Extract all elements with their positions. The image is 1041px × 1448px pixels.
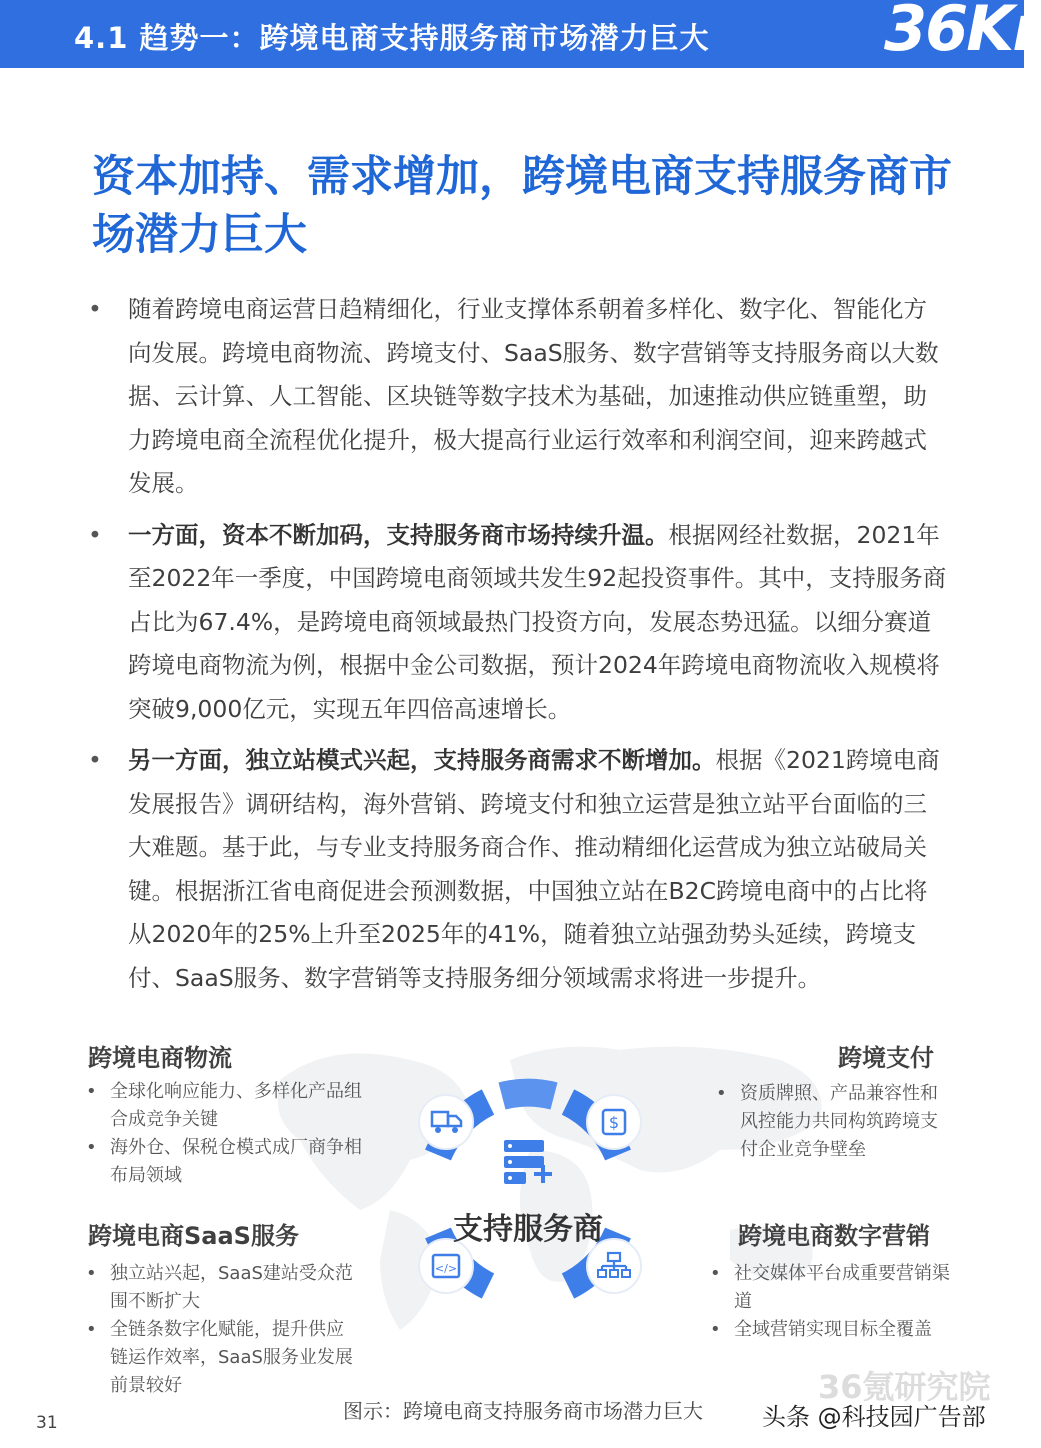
page-title-line-2: 场潜力巨大 <box>92 210 307 260</box>
watermark: 36氪研究院 <box>818 1368 991 1406</box>
marketing-list <box>710 1260 950 1344</box>
svg-text:$: $ <box>608 1113 620 1132</box>
source-signature: 头条 @科技园广告部 <box>762 1403 986 1431</box>
bullet-bold: 另一方面，独立站模式兴起，支持服务商需求不断增加。 <box>128 746 716 774</box>
bullet-marker: • <box>88 520 102 549</box>
saas-title: 跨境电商SaaS服务 <box>88 1222 299 1250</box>
svg-text:</>: </> <box>434 1262 458 1275</box>
bullet-list <box>88 288 948 1008</box>
service-ring <box>404 1070 652 1318</box>
brand-logo: 36Kr <box>884 0 1041 65</box>
marketing-title: 跨境电商数字营销 <box>738 1222 930 1250</box>
page-number: 31 <box>36 1413 58 1433</box>
payment-title: 跨境支付 <box>838 1044 934 1072</box>
page-title-line-1: 资本加持、需求增加，跨境电商支持服务商市 <box>92 152 952 202</box>
bullet-item <box>88 288 948 506</box>
bullet-text: 根据网经社数据，2021年至2022年一季度，中国跨境电商领域共发生92起投资事件。其中，支持服务商占比为67.4%，是跨境电商领域最热门投资方向，发展态势迅猛。以细分赛道跨境电商物流为例，根据中金公司数据，预计2024年跨境电商物流收入规模将突破9,000亿元，实现五年四倍高速增长。 <box>128 520 947 723</box>
center-label: 支持服务商 <box>453 1212 603 1247</box>
bullet-text: 随着跨境电商运营日趋精细化，行业支撑体系朝着多样化、数字化、智能化方向发展。跨境电商物流、跨境支付、SaaS服务、数字营销等支持服务商以大数据、云计算、人工智能、区块链等数字技术为基础，加速推动供应链重塑，助力跨境电商全流程优化提升，极大提高行业运行效率和利润空间，迎来跨越式发展。 <box>128 295 939 497</box>
list-item: • 社交媒体平台成重要营销渠道 <box>710 1263 950 1312</box>
bullet-item <box>88 739 948 1000</box>
bullet-marker: • <box>88 295 102 323</box>
saas-list <box>86 1260 356 1400</box>
logistics-list <box>86 1078 366 1190</box>
server-plus-icon <box>504 1140 552 1184</box>
list-item: • 独立站兴起，SaaS建站受众范围不断扩大 <box>86 1263 353 1312</box>
list-item: • 资质牌照、产品兼容性和风控能力共同构筑跨境支付企业竞争壁垒 <box>716 1083 938 1160</box>
figure-caption: 图示：跨境电商支持服务商市场潜力巨大 <box>343 1399 703 1423</box>
bullet-text: 根据《2021跨境电商发展报告》调研结构，海外营销、跨境支付和独立运营是独立站平台面临的三大难题。基于此，与专业支持服务商合作、推动精细化运营成为独立站破局关键。根据浙江省电商促进会预测数据，中国独立站在B2C跨境电商中的占比将从2020年的25%上升至2025年的41%，随着独立站强劲势头延续，跨境支付、SaaS服务、数字营销等支持服务细分领域需求将进一步提升。 <box>128 746 940 992</box>
list-item: • 海外仓、保税仓模式成厂商争相布局领域 <box>86 1137 362 1186</box>
payment-list <box>716 1080 952 1164</box>
list-item: • 全链条数字化赋能，提升供应链运作效率，SaaS服务业发展前景较好 <box>86 1319 353 1396</box>
bullet-marker: • <box>88 746 102 774</box>
list-item: • 全球化响应能力、多样化产品组合成竞争关键 <box>86 1081 362 1130</box>
section-title: 4.1 趋势一：跨境电商支持服务商市场潜力巨大 <box>74 21 710 55</box>
header-bar <box>0 0 1041 68</box>
page-title <box>92 148 952 264</box>
truck-icon <box>419 1095 473 1149</box>
bullet-item <box>88 514 948 732</box>
list-item: • 全域营销实现目标全覆盖 <box>710 1319 932 1340</box>
logistics-title: 跨境电商物流 <box>88 1044 232 1072</box>
dollar-icon <box>587 1095 641 1149</box>
bullet-bold: 一方面，资本不断加码，支持服务商市场持续升温。 <box>128 520 669 549</box>
